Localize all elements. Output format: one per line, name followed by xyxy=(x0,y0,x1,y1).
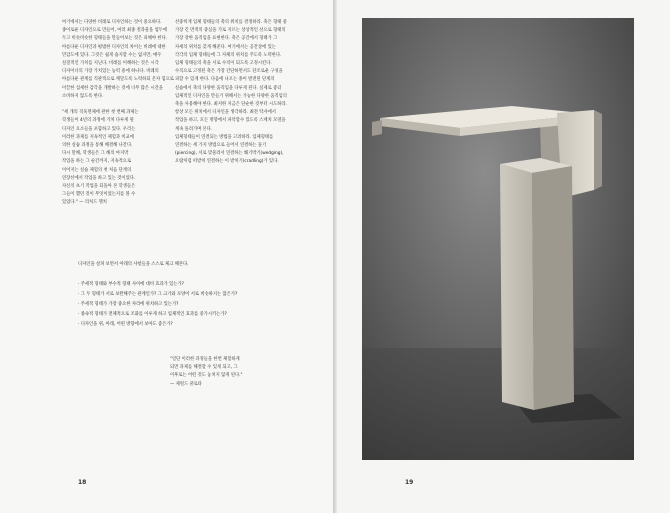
body-text-line: 있었다." — 리처드 헬치 xyxy=(62,200,107,206)
left-page xyxy=(0,0,333,513)
body-text-line: 실질적인 가치를 지닌다. 비례를 이해하는 것은 시각 xyxy=(62,61,159,67)
checklist-intro: 디자인을 살펴 보면서 아래의 사항들을 스스로 체크 해본다. xyxy=(78,262,189,267)
body-text-line: 실습에서 축의 다양한 움직임을 다루게 된다. 실제로 좋더 xyxy=(175,85,282,91)
quote-line: — 제럴드 쿨로타 xyxy=(170,381,202,387)
checklist-item: · 주세적 형태와 부수적 형태 사이에 대비 효과가 있는가? xyxy=(78,282,184,287)
three-blocks-sculpture-photo xyxy=(362,18,634,460)
body-text-line: "세 개의 직육면체에 관한 첫 번째 과제는 xyxy=(62,110,139,116)
body-text-line: 이러한 과제를 지속적인 체험과 비교에 xyxy=(62,134,134,140)
body-text-line: 아름다운 관계를 직관적으로 깨달도록 노력하되 온자 힘으로 xyxy=(62,77,174,83)
page-number-right: 19 xyxy=(405,479,414,486)
body-text-line: 가장 강한 움직임을 표현한다. 축은 공간에서 형태가 그 xyxy=(175,36,278,42)
body-text-line: 여기에서는 다양한 비례로 디자인하는 것이 중요하다. xyxy=(62,20,162,25)
checklist xyxy=(78,280,237,330)
quote-line: "일단 이러한 과정들을 한번 체험하게 xyxy=(170,357,240,362)
text-column-right xyxy=(175,19,295,167)
quote-line: 이후로는 어떤 것도 놓치지 않게 된다." xyxy=(170,373,243,379)
body-text-line: 연결하는 세 가지 방법으로 들어서 연결하는 돌기 xyxy=(175,143,267,149)
quote-gerald xyxy=(170,356,242,389)
body-text-line: 두고 비슷비슷한 형태들을 만들어보는 것은 피해야 한다. xyxy=(62,36,168,42)
body-text-line: 소비하지 않도록 한다. xyxy=(62,93,104,99)
body-text-line: 의한 실습 과정을 통해 해결해 나간다. xyxy=(62,143,133,149)
body-text-line: 피할 수 있게 한다. 다음에 나오는 종이 발전된 단계의 xyxy=(175,77,275,83)
body-text-line: 그들이 했던 것이 무엇이었는지를 볼 수 xyxy=(62,192,136,198)
checklist-item: · 종속적 형태가 전체적으로 조화를 이루게 하고 입체적인 효과를 증가시키는가? xyxy=(78,312,227,317)
checklist-item: · 그 두 형태가 서로 보완해주는 관계인가? 그 크기와 모양이 서로 비슷하지는 않은가? xyxy=(78,292,238,297)
body-text-line: 항상 모든 위치에서 디자인을 생각하라. 최전 탁자에서 xyxy=(175,110,276,116)
sculpture-photo-svg xyxy=(362,18,634,460)
text-column-left xyxy=(62,19,174,208)
body-text-line xyxy=(62,101,160,109)
body-text-line: 가장 긴 면적의 중심을 가로 지르는 상상적인 선으로 형태의 xyxy=(175,28,286,34)
page-number-left: 18 xyxy=(78,479,87,486)
body-text-line: 디자인 요소들을 포함하고 있다. 우리는 xyxy=(62,126,136,132)
body-text-line: 학생들이 4년의 과정에 거쳐 다루게 될 xyxy=(62,118,134,124)
body-text-line: 요람처럼 떠받쳐 연결하는 이 받치기(cradling)가 있다. xyxy=(175,159,279,165)
body-text-line: 계속 돌려가며 본다. xyxy=(175,126,213,132)
body-text-line: 자신의 초기 작업을 되돌아 본 학생들은 xyxy=(62,184,136,190)
body-text-line: 이끌한 섬세한 감각을 개발하는 것에 너무 많은 시간을 xyxy=(62,85,163,91)
quote-line: 되면 과제를 해결할 수 있게 되고, 그 xyxy=(170,365,238,371)
body-text-line: 각각의 입체 형태들에 그 자체의 위치를 주도록 노력한다. xyxy=(175,52,282,58)
body-text-line: 입체형태들이 연결되는 방법을 고려하라. 입체형태를 xyxy=(175,134,274,140)
body-text-line: 연장선에서 작업을 하고 있는 것이었다. xyxy=(62,175,136,181)
body-text-line: 수직으로 고정된 축은 가장 간단하면서도 단조로운 구성을 xyxy=(175,69,283,75)
body-text-line: 디자이너의 가장 가치있는 능력 중에 하나다. 비례의 xyxy=(62,69,159,75)
body-text-line: 선중히게 입체 형태들의 축의 위치를 결정하라. 축은 형태 중 xyxy=(175,20,287,25)
body-text-line: 작업을 하고, 모든 방향에서 파악할수 있도록 스케치 모델을 xyxy=(175,118,286,124)
body-text-line: 입체적인 디자인을 만들기 위해서는 가능한 다양한 움직임의 xyxy=(175,93,287,99)
body-text-line: 민감도에 있다. 그것은 쉽게 습지할 수는 없지만, 매우 xyxy=(62,52,162,58)
body-text-line: 자세의 위치를 갖게 해준다. 여기에서는 공간상에 있는 xyxy=(175,44,276,50)
body-text-line: 아름다운 디자인과 평범한 디자인의 차이는 비례에 대한 xyxy=(62,44,166,50)
body-text-line: 다시 말해, 학생들은 그 해의 마지막 xyxy=(62,151,129,157)
body-text-line: (piercing), 서로 맞물려서 연결하는 쐐기박기(wedging), xyxy=(175,151,284,157)
body-text-line: 축을 사용해야 한다. 최저한 지금은 단순한 것부터 시도하라. xyxy=(175,102,287,108)
body-text-line: 이어지는 실습 체험의 첫 처음 단계의 xyxy=(62,167,132,173)
body-text-line: 종이로운 디자인으로 만들어, 여러 최종 결과물을 염두에 xyxy=(62,28,168,34)
body-text-line: 입체 형태들의 축을 서로 수직이 되도록 고정시킨다. xyxy=(175,61,272,67)
checklist-item: · 디자인을 위, 아래, 어떤 방향에서 보아도 좋은가? xyxy=(78,322,173,327)
body-text-line: 작업을 하는 그 순간까지, 지속적으로 xyxy=(62,159,132,165)
checklist-item: · 주세적 형태가 가장 중요한 자리에 위치하고 있는가? xyxy=(78,302,179,307)
